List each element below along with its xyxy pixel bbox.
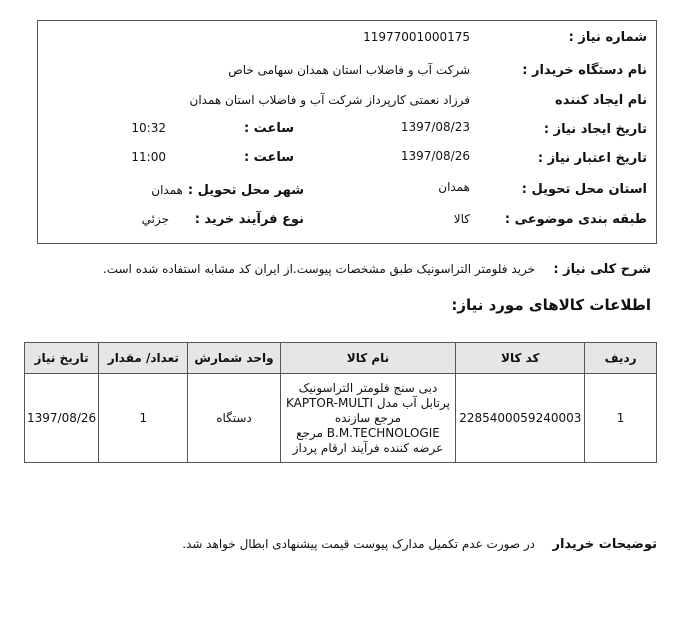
col-header-item-name: نام کالا — [280, 343, 456, 374]
created-time-value: 10:32 — [131, 121, 166, 135]
need-date-cell: 1397/08/26 — [25, 374, 99, 463]
category-value: کالا — [453, 212, 470, 226]
created-date-value: 1397/08/23 — [400, 120, 470, 134]
buyer-value: شرکت آب و فاضلاب استان همدان سهامی خاص — [228, 63, 470, 77]
row-number-cell: 1 — [585, 374, 657, 463]
item-name-line: دبی سنج فلومتر التراسونیک — [298, 380, 438, 395]
category-label: طبقه بندی موضوعی : — [504, 212, 647, 227]
col-header-quantity: تعداد/ مقدار — [99, 343, 188, 374]
creator-value: فرزاد نعمتی کارپرداز شرکت آب و فاضلاب استان همدان — [189, 93, 470, 107]
valid-time-label: ساعت : — [243, 150, 294, 165]
description-label: شرح کلی نیاز : — [553, 262, 651, 277]
item-name-line: عرضه کننده فرآیند ارقام پرداز — [292, 440, 444, 455]
process-value: جزئي — [141, 212, 169, 226]
item-code-cell: 2285400059240003 — [456, 374, 585, 463]
unit-cell: دستگاه — [188, 374, 280, 463]
items-section-title: اطلاعات کالاهای مورد نیاز: — [451, 296, 651, 314]
item-name-cell — [280, 374, 456, 463]
created-time-label: ساعت : — [243, 121, 294, 136]
col-header-need-date: تاریخ نیاز — [25, 343, 99, 374]
city-label: شهر محل تحویل : — [187, 183, 304, 198]
table-header-row — [25, 343, 657, 374]
creator-label: نام ایجاد کننده — [555, 93, 647, 108]
process-label: نوع فرآیند خرید : — [194, 212, 304, 227]
buyer-notes-value: در صورت عدم تکمیل مدارک پیوست قیمت پیشنهادی ابطال خواهد شد. — [182, 537, 535, 551]
item-name-line: B.M.TECHNOLOGIE مرجع — [296, 425, 440, 440]
items-table — [24, 342, 657, 463]
description-value: خرید فلومتر التراسونیک طبق مشخصات پیوست.از ایران کد مشابه استفاده شده است. — [102, 262, 535, 276]
created-date-label: تاریخ ایجاد نیاز : — [543, 122, 647, 137]
valid-date-value: 1397/08/26 — [400, 149, 470, 163]
need-number-label: شماره نیاز : — [568, 30, 647, 45]
province-value: همدان — [438, 180, 470, 194]
valid-time-value: 11:00 — [131, 150, 166, 164]
province-label: استان محل تحویل : — [521, 182, 647, 197]
table-row — [25, 374, 657, 463]
city-value: همدان — [151, 183, 183, 197]
item-name-line: پرتابل آب مدل KAPTOR-MULTI — [285, 395, 450, 410]
valid-date-label: تاریخ اعتبار نیاز : — [537, 151, 647, 166]
col-header-row-number: ردیف — [585, 343, 657, 374]
buyer-label: نام دستگاه خریدار : — [522, 63, 647, 78]
item-name-line: مرجع سازنده — [334, 410, 402, 425]
col-header-item-code: کد کالا — [456, 343, 585, 374]
need-number-value: 11977001000175 — [363, 30, 470, 44]
quantity-cell: 1 — [99, 374, 188, 463]
col-header-unit: واحد شمارش — [188, 343, 280, 374]
buyer-notes-label: توضیحات خریدار — [552, 537, 657, 552]
